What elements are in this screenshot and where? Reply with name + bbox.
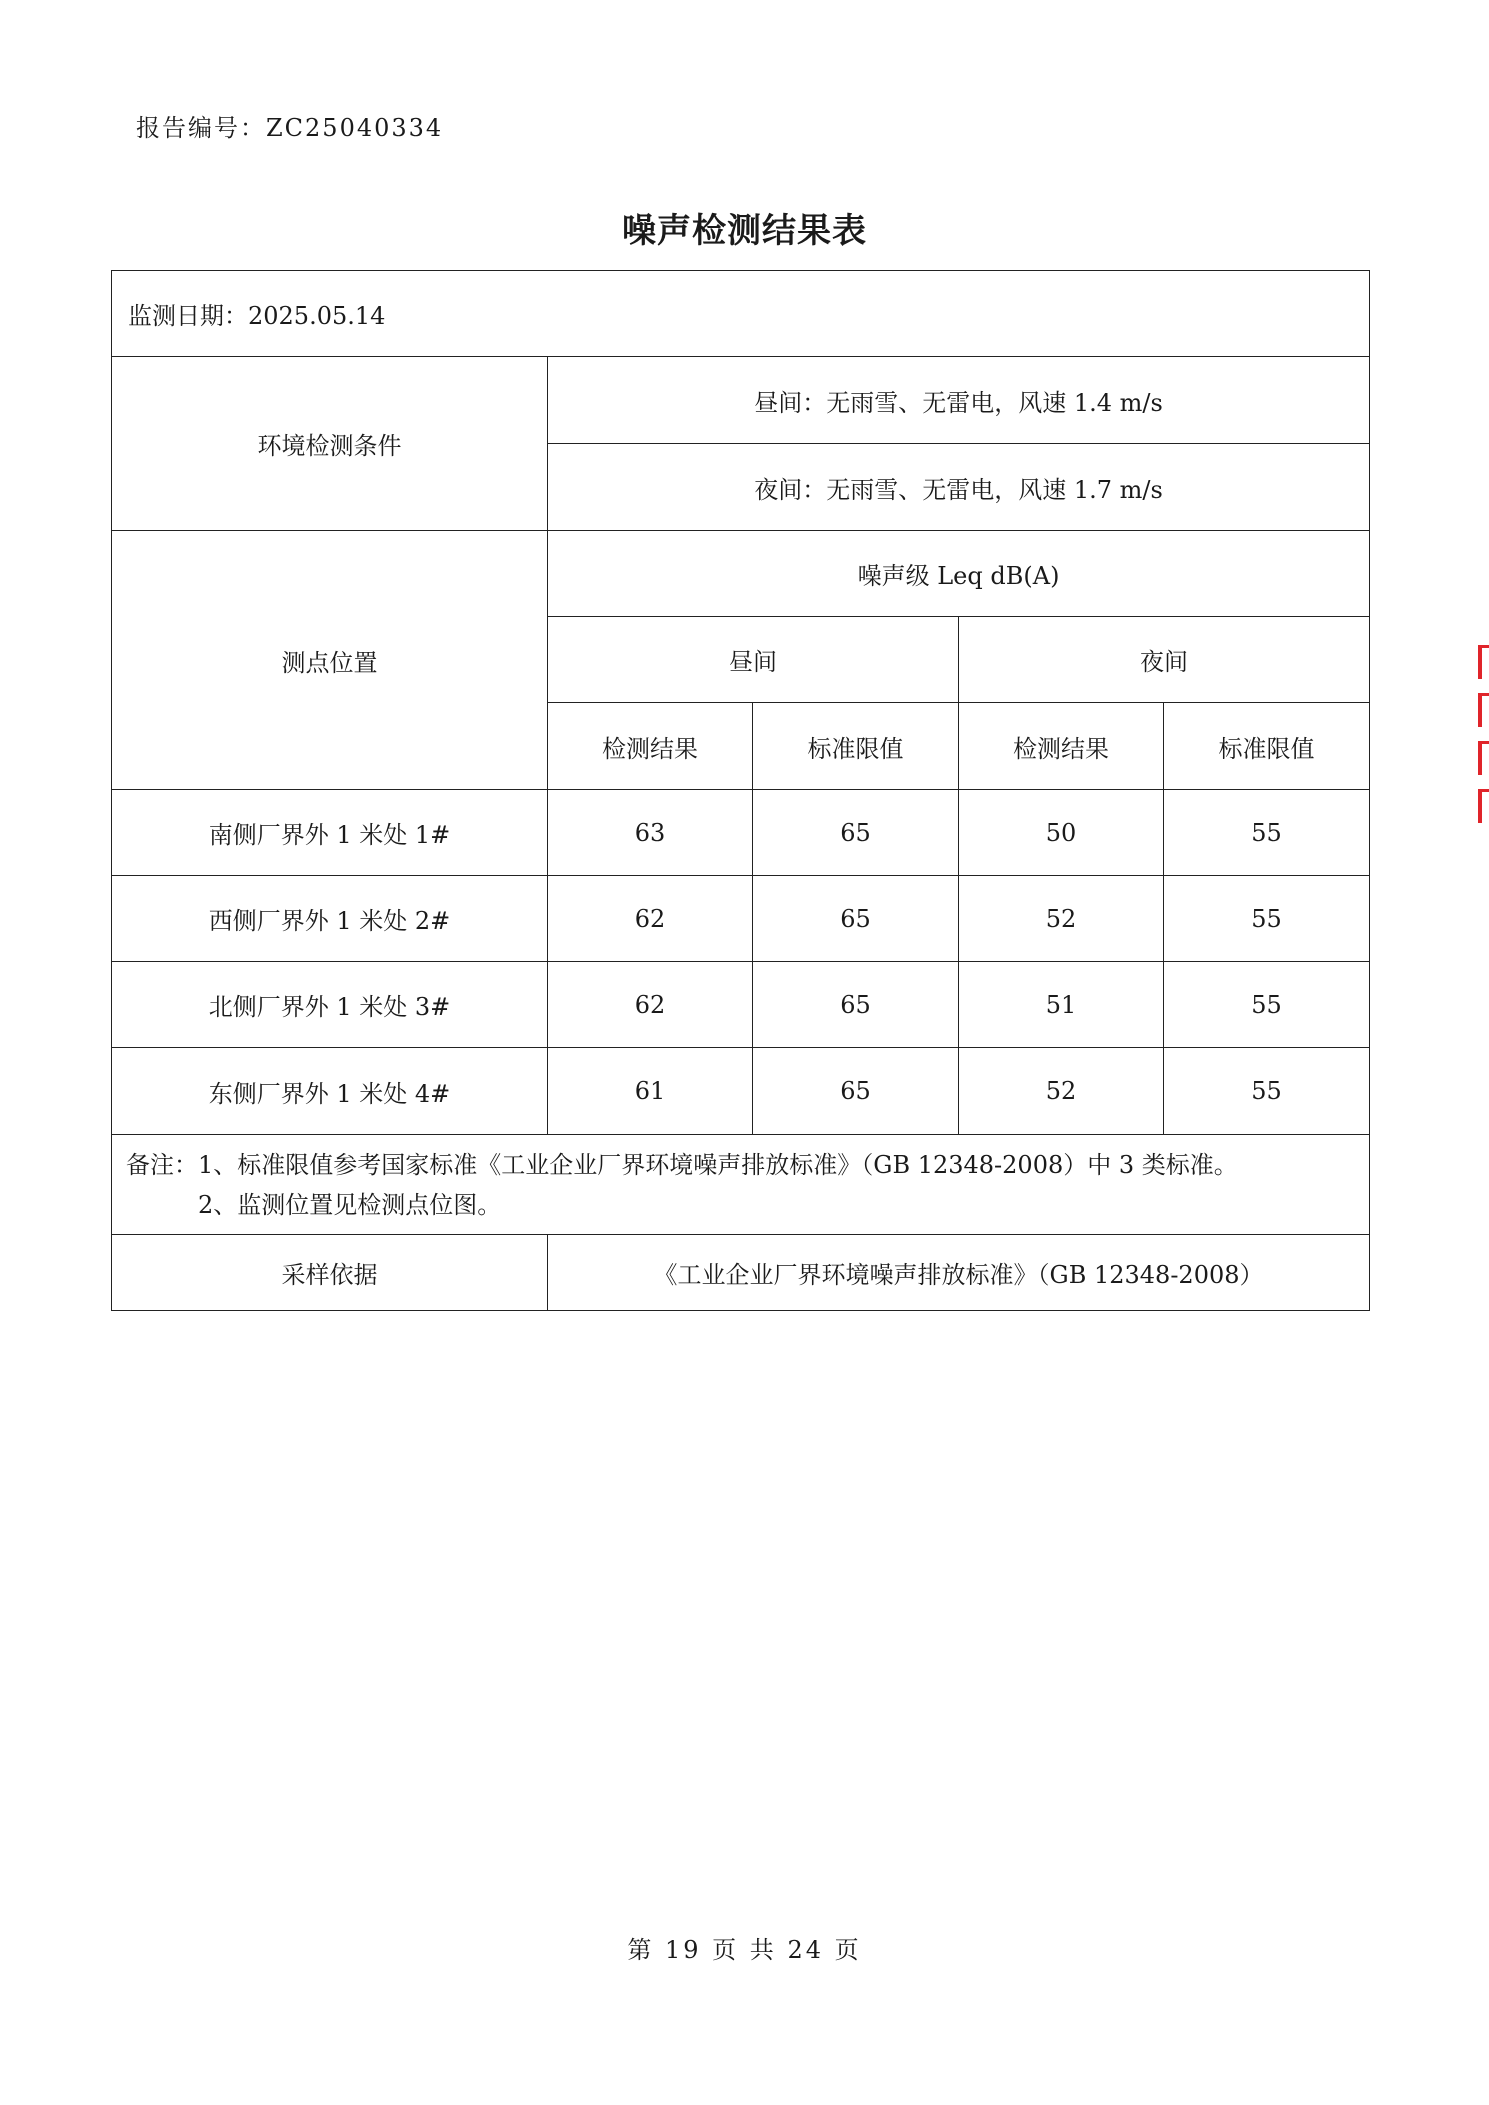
night-result-header: 检测结果: [959, 703, 1164, 790]
date-row: [112, 271, 1370, 357]
monitor-date-cell: [112, 271, 1370, 357]
table-row: [112, 962, 1370, 1048]
noise-result-table: [111, 270, 1370, 1311]
page-footer: [0, 1930, 1489, 1965]
table-row: [112, 790, 1370, 876]
table-row: [112, 876, 1370, 962]
noise-level-header: 噪声级 Leq dB(A): [548, 531, 1370, 617]
day-result-cell: 62: [548, 876, 753, 962]
monitor-date-label: 监测日期：: [128, 302, 248, 330]
night-header: 夜间: [959, 617, 1370, 703]
monitor-date-value: 2025.05.14: [248, 302, 386, 330]
env-night-condition: 夜间：无雨雪、无雷电，风速 1.7 m/s: [548, 444, 1370, 531]
page-current: 19: [664, 1936, 702, 1964]
env-condition-label: 环境检测条件: [112, 357, 548, 531]
report-number-value: ZC25040334: [266, 114, 444, 142]
table-row: [112, 1048, 1370, 1135]
day-result-header: 检测结果: [548, 703, 753, 790]
page-total: 24: [787, 1936, 824, 1964]
night-result-cell: 50: [959, 790, 1164, 876]
night-limit-header: 标准限值: [1164, 703, 1370, 790]
document-title: 噪声检测结果表: [622, 211, 867, 251]
night-result-cell: 52: [959, 876, 1164, 962]
env-day-condition: 昼间：无雨雪、无雷电，风速 1.4 m/s: [548, 357, 1370, 444]
remark-line-1: 备注：1、标准限值参考国家标准《工业企业厂界环境噪声排放标准》（GB 12348-2008）中 3 类标准。: [126, 1150, 1238, 1179]
day-result-cell: 63: [548, 790, 753, 876]
sampling-basis-row: [112, 1235, 1370, 1311]
stamp-fragment: [1478, 789, 1489, 823]
noise-level-header-row: [112, 531, 1370, 617]
location-cell: 南侧厂界外 1 米处 1#: [112, 790, 548, 876]
night-limit-cell: 55: [1164, 876, 1370, 962]
report-number-label: 报告编号：: [136, 114, 266, 142]
day-limit-cell: 65: [753, 790, 959, 876]
page-label-suffix: 页: [834, 1936, 862, 1964]
remarks-row: [112, 1135, 1370, 1235]
location-cell: 北侧厂界外 1 米处 3#: [112, 962, 548, 1048]
remarks-cell: [112, 1135, 1370, 1235]
sampling-basis-label: 采样依据: [112, 1235, 548, 1311]
env-day-row: [112, 357, 1370, 444]
night-limit-cell: 55: [1164, 962, 1370, 1048]
report-number: [136, 108, 443, 143]
day-header: 昼间: [548, 617, 959, 703]
night-result-cell: 51: [959, 962, 1164, 1048]
day-limit-cell: 65: [753, 962, 959, 1048]
night-limit-cell: 55: [1164, 1048, 1370, 1135]
location-header: 测点位置: [112, 531, 548, 790]
day-result-cell: 61: [548, 1048, 753, 1135]
day-result-cell: 62: [548, 962, 753, 1048]
day-limit-cell: 65: [753, 1048, 959, 1135]
sampling-basis-value: 《工业企业厂界环境噪声排放标准》（GB 12348-2008）: [548, 1235, 1370, 1311]
day-limit-header: 标准限值: [753, 703, 959, 790]
location-cell: 西侧厂界外 1 米处 2#: [112, 876, 548, 962]
location-cell: 东侧厂界外 1 米处 4#: [112, 1048, 548, 1135]
seal-stamp-edge: [1478, 645, 1489, 875]
page-label-mid: 页 共: [712, 1936, 777, 1964]
day-limit-cell: 65: [753, 876, 959, 962]
page-label-prefix: 第: [627, 1936, 655, 1964]
stamp-fragment: [1478, 693, 1489, 727]
stamp-fragment: [1478, 645, 1489, 679]
stamp-fragment: [1478, 741, 1489, 775]
night-limit-cell: 55: [1164, 790, 1370, 876]
remark-line-2: 2、监测位置见检测点位图。: [198, 1190, 502, 1219]
night-result-cell: 52: [959, 1048, 1164, 1135]
